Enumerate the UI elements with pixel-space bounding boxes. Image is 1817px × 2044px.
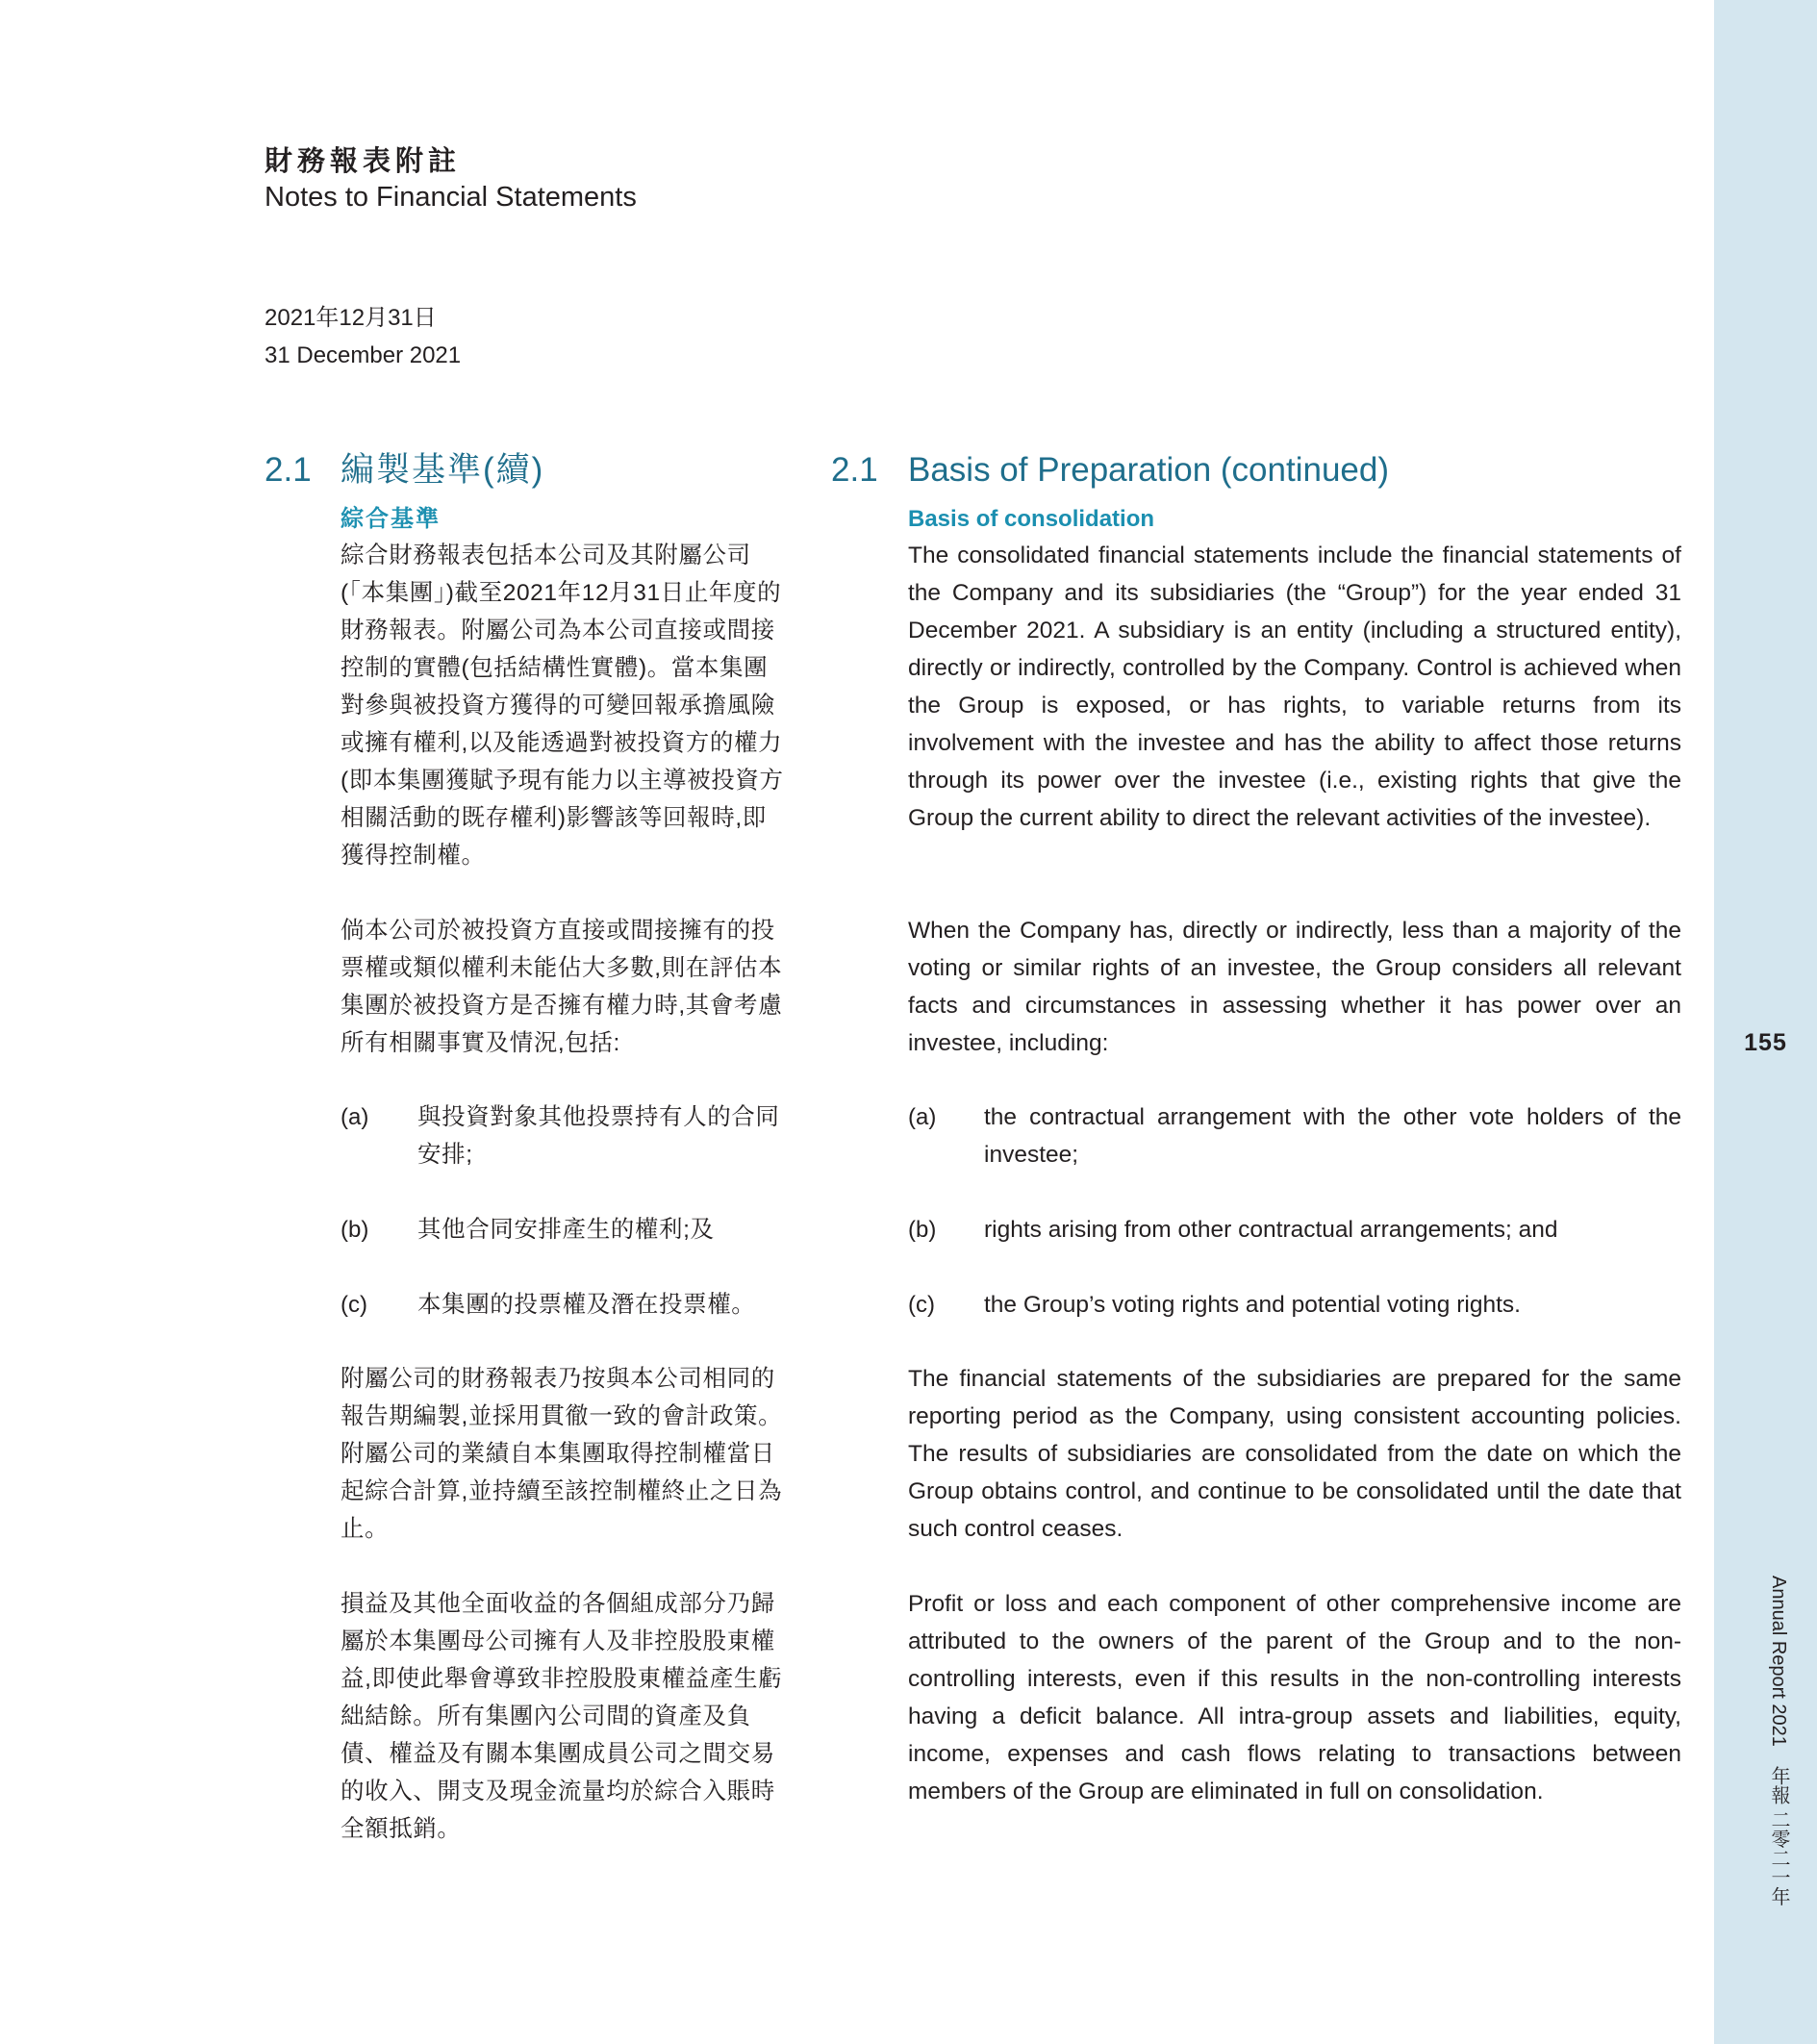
report-date xyxy=(265,299,461,374)
section-title-zh: 編製基準(續) xyxy=(341,451,545,489)
paragraph-en-1: The consolidated financial statements include the financial statements of the Company and its subsidiaries (the “Group”) for the year ended 31 December 2021. A subsidiary is an entity (including a structured entity), directly or indirectly, controlled by the Company. Control is achieved when the Group is exposed, or has rights, to variable returns from its involvement with the investee and has the ability to affect those returns through its power over the investee (i.e., existing rights that give the Group the current ability to direct the relevant activities of the investee). xyxy=(908,543,1681,831)
date-en: 31 December 2021 xyxy=(265,342,462,368)
header-title-en: Notes to Financial Statements xyxy=(265,182,637,213)
list-label-en-c: (c) xyxy=(908,1292,935,1318)
list-label-en-a: (a) xyxy=(908,1104,937,1130)
paragraph-zh-1: 綜合財務報表包括本公司及其附屬公司(「本集團」)截至2021年12月31日止年度的財務報表。附屬公司為本公司直接或間接控制的實體(包括結構性實體)。當本集團對參與被投資方獲得的可變回報承擔風險或擁有權利,以及能透過對被投資方的權力(即本集團獲賦予現有能力以主導被投資方相關活動的既存權利)影響該等回報時,即獲得控制權。 xyxy=(341,543,784,869)
subsection-title-zh: 綜合基準 xyxy=(341,506,441,532)
page-header xyxy=(265,142,637,215)
annual-report-label: Annual Report 2021 年報 二零二一年 xyxy=(1768,1576,1789,1906)
paragraph-zh-3: 附屬公司的財務報表乃按與本公司相同的報告期編製,並採用貫徹一致的會計政策。附屬公司的業績自本集團取得控制權當日起綜合計算,並持續至該控制權終止之日為止。 xyxy=(341,1366,783,1542)
section-number-zh: 2.1 xyxy=(265,451,312,489)
list-item-zh-c: 本集團的投票權及潛在投票權。 xyxy=(417,1292,756,1318)
list-label-zh-c: (c) xyxy=(341,1292,367,1318)
paragraph-zh-2: 倘本公司於被投資方直接或間接擁有的投票權或類似權利未能佔大多數,則在評估本集團於被投資方是否擁有權力時,其會考慮所有相關事實及情況,包括: xyxy=(341,918,783,1056)
paragraph-en-4: Profit or loss and each component of other comprehensive income are attributed to the owners of the parent of the Group and to the non-controlling interests, even if this results in the non-controlling interests having a deficit balance. All intra-group assets and liabilities, equity, income, expenses and cash flows relating to transactions between members of the Group are eliminated in full on consolidation. xyxy=(908,1591,1681,1804)
list-label-zh-b: (b) xyxy=(341,1217,369,1243)
list-label-zh-a: (a) xyxy=(341,1104,369,1130)
header-title-zh: 財務報表附註 xyxy=(265,144,462,177)
subsection-title-en: Basis of consolidation xyxy=(908,506,1155,532)
list-item-en-b: rights arising from other contractual arrangements; and xyxy=(984,1217,1558,1243)
paragraph-en-3: The financial statements of the subsidiaries are prepared for the same reporting period as the Company, using consistent accounting policies. The results of subsidiaries are consolidated from the date on which the Group obtains control, and continue to be consolidated until the date that such control ceases. xyxy=(908,1366,1681,1542)
list-item-en-a: the contractual arrangement with the other vote holders of the investee; xyxy=(984,1104,1681,1168)
list-item-en-c: the Group’s voting rights and potential voting rights. xyxy=(984,1292,1521,1318)
date-zh: 2021年12月31日 xyxy=(265,305,437,331)
list-item-zh-a: 與投資對象其他投票持有人的合同安排; xyxy=(417,1104,780,1168)
list-item-zh-b: 其他合同安排產生的權利;及 xyxy=(417,1217,715,1243)
paragraph-en-2: When the Company has, directly or indirectly, less than a majority of the voting or similar rights of an investee, the Group considers all relevant facts and circumstances in assessing whether it has power over an investee, including: xyxy=(908,918,1681,1056)
section-title-en: Basis of Preparation (continued) xyxy=(908,451,1389,489)
list-label-en-b: (b) xyxy=(908,1217,937,1243)
paragraph-zh-4: 損益及其他全面收益的各個組成部分乃歸屬於本集團母公司擁有人及非控股股東權益,即使此舉會導致非控股股東權益產生虧絀結餘。所有集團內公司間的資產及負債、權益及有關本集團成員公司之間交易的收入、開支及現金流量均於綜合入賬時全額抵銷。 xyxy=(341,1591,783,1842)
section-number-en: 2.1 xyxy=(831,451,878,489)
page-number: 155 xyxy=(1744,1029,1787,1056)
